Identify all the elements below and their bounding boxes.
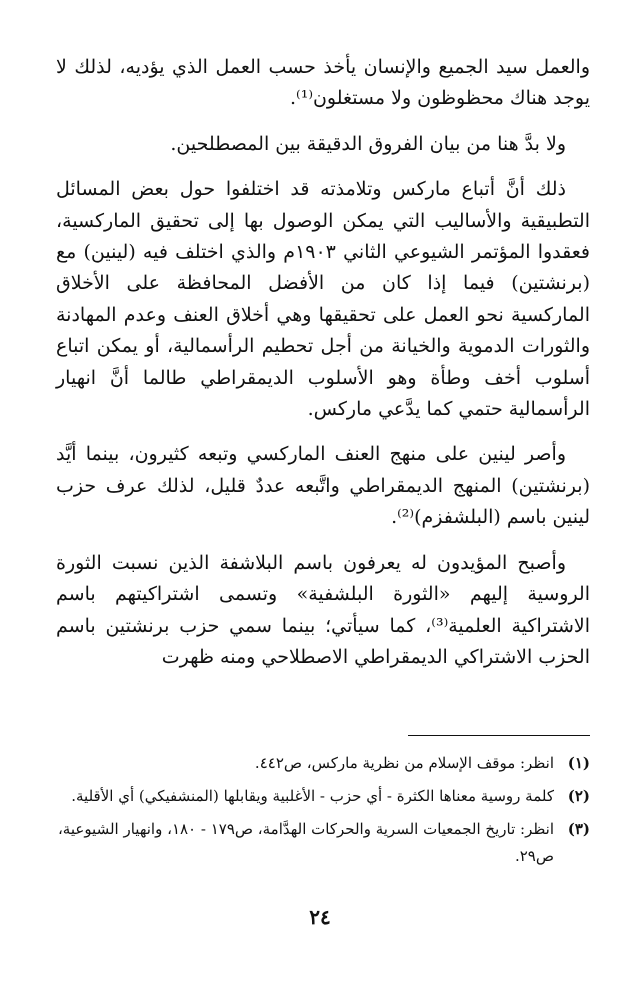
page-number: ٢٤: [309, 905, 331, 929]
paragraph: ولا بدَّ هنا من بيان الفروق الدقيقة بين المصطلحين.: [170, 132, 566, 155]
footnote: [56, 816, 590, 870]
paragraph: ذلك أنَّ أتباع ماركس وتلامذته قد اختلفوا حول بعض المسائل التطبيقية والأساليب التي يمكن الوصول بها إلى تحقيق الماركسية، فعقدوا المؤتمر الشيوعي الثاني ١٩٠٣م والذي اختلف فيه (لينين) مع (برنشتين) فيما إذا كان من الأفضل المحافظة على الأخلاق الماركسية نحو العمل على تحقيقها وهي أخلاق العنف وعدم المهادنة والثورات الدموية والخيانة من أجل تحطيم الرأسمالية، أو يمكن اتباع أسلوب أخف وطأة وهو الأسلوب الديمقراطي طالما أنَّ انهيار الرأسمالية حتمي كما يدَّعي ماركس.: [56, 178, 590, 421]
paragraph: وأصر لينين على منهج العنف الماركسي وتبعه كثيرون، بينما أيَّد (برنشتين) المنهج الديمقراطي واتَّبعه عددٌ قليل، لذلك عرف حزب لينين باسم (البلشفزم)⁽²⁾.: [56, 443, 590, 529]
footnote-number: (١): [567, 754, 590, 772]
main-text: [56, 52, 590, 687]
paragraph: والعمل سيد الجميع والإنسان يأخذ حسب العمل الذي يؤديه، لذلك لا يوجد هناك محظوظون ولا مستغلون⁽¹⁾.: [56, 56, 590, 110]
footnote-number: (٣): [567, 820, 590, 838]
footnote: [56, 750, 590, 777]
footnotes: [56, 750, 590, 876]
footnote: [56, 783, 590, 810]
footnote-text: كلمة روسية معناها الكثرة - أي حزب - الأغلبية ويقابلها (المنشفيكي) أي الأقلية.: [71, 787, 554, 805]
footnote-number: (٢): [567, 787, 590, 805]
paragraph: وأصبح المؤيدون له يعرفون باسم البلاشفة الذين نسبت الثورة الروسية إليهم «الثورة البلشفية» وتسمى اشتراكيتهم باسم الاشتراكية العلمية⁽³⁾، كما سيأتي؛ بينما سمي حزب برنشتين باسم الحزب الاشتراكي الديمقراطي الاصطلاحي ومنه ظهرت: [56, 551, 590, 668]
footnote-text: انظر: تاريخ الجمعيات السرية والحركات الهدَّامة، ص١٧٩ - ١٨٠، وانهيار الشيوعية، ص٢٩.: [57, 820, 554, 865]
footnote-separator: [408, 735, 590, 736]
footnote-text: انظر: موقف الإسلام من نظرية ماركس، ص٤٤٢.: [254, 754, 554, 772]
